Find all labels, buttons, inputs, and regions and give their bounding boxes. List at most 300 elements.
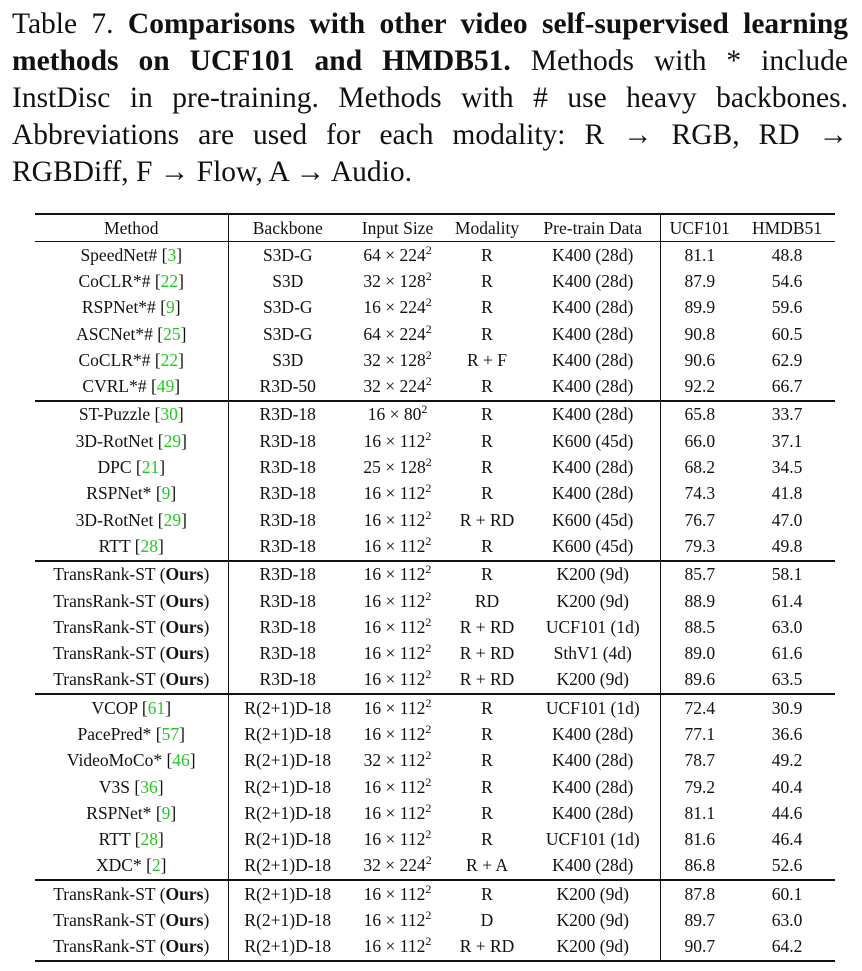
cell-backbone: S3D-G [262, 297, 313, 318]
cell-backbone: R3D-18 [259, 643, 316, 664]
cell-modality: R [481, 883, 493, 904]
table-row [35, 507, 835, 533]
cell-pretrain-data: UCF101 (1d) [526, 694, 660, 721]
cell-modality: R + RD [459, 669, 515, 690]
cell-modality: R [481, 776, 493, 797]
table-row [35, 401, 835, 428]
input-exponent: 2 [425, 533, 432, 548]
input-exponent: 2 [425, 853, 432, 868]
cell-modality: R [481, 564, 493, 585]
cell-modality: R + A [466, 855, 508, 876]
table-row [35, 667, 835, 694]
cell-pretrain-data: K200 (9d) [526, 907, 660, 933]
cell-pretrain-data: K400 (28d) [526, 748, 660, 774]
input-exponent: 2 [425, 428, 432, 443]
cell-pretrain-data: UCF101 (1d) [526, 827, 660, 853]
cell-input-size: $16 \times 112^2$ [363, 827, 432, 850]
input-exponent: 2 [425, 667, 432, 682]
cell-backbone: R3D-18 [259, 616, 316, 637]
table-row [35, 721, 835, 747]
cell-input-size: $16 \times 112^2$ [363, 614, 432, 637]
cell-ucf101: 87.9 [684, 270, 716, 291]
citation-link[interactable]: 21 [141, 457, 160, 478]
cell-hmdb51: 34.5 [771, 457, 803, 478]
method-name: RSPNet* [86, 802, 152, 823]
citation-link[interactable]: 22 [160, 270, 179, 291]
cell-modality: R [481, 457, 493, 478]
input-resolution: 224 [399, 376, 426, 397]
cell-ucf101: 78.7 [684, 750, 716, 771]
input-exponent: 2 [425, 934, 432, 949]
input-resolution: 112 [399, 590, 426, 611]
cell-input-size: $16 \times 112^2$ [363, 588, 432, 611]
header-method: Method [35, 214, 228, 242]
table-row [35, 295, 835, 321]
input-frames: 16 [363, 910, 382, 931]
cell-method: TransRank-ST (Ours) [35, 614, 228, 640]
cell-ucf101: 81.6 [684, 829, 716, 850]
citation-link[interactable]: 9 [161, 802, 171, 823]
cell-hmdb51: 52.6 [771, 855, 803, 876]
header-ucf101: UCF101 [669, 217, 730, 238]
method-name: V3S [98, 776, 131, 797]
cell-backbone: R3D-18 [259, 535, 316, 556]
cell-modality: R + RD [459, 936, 515, 957]
cell-hmdb51: 44.6 [771, 802, 803, 823]
table-row [35, 800, 835, 826]
input-resolution: 112 [399, 483, 426, 504]
cell-ucf101: 89.0 [684, 643, 716, 664]
cell-modality: R [481, 723, 493, 744]
cell-method: ASCNet*# [25] [35, 321, 228, 347]
cell-method: SpeedNet# [3] [35, 242, 228, 269]
cell-backbone: R(2+1)D-18 [244, 723, 332, 744]
cell-pretrain-data: K400 (28d) [526, 268, 660, 294]
input-resolution: 112 [399, 723, 426, 744]
method-name: 3D-RotNet [75, 430, 154, 451]
cell-modality: R [481, 404, 493, 425]
citation-link[interactable]: 25 [163, 323, 181, 344]
input-exponent: 2 [425, 321, 432, 336]
method-name: ASCNet*# [76, 323, 153, 344]
ours-label: Ours [165, 883, 204, 904]
citation-link[interactable]: 61 [147, 697, 166, 718]
cell-hmdb51: 40.4 [771, 776, 803, 797]
method-name: VideoMoCo* [66, 750, 163, 771]
method-name: RSPNet*# [81, 297, 156, 318]
cell-method: PacePred* [57] [35, 721, 228, 747]
method-name: XDC* [96, 855, 142, 876]
cell-backbone: R3D-18 [259, 404, 316, 425]
input-resolution: 128 [399, 349, 426, 370]
cell-backbone: R(2+1)D-18 [244, 883, 332, 904]
cell-hmdb51: 54.6 [771, 270, 803, 291]
cell-pretrain-data: K200 (9d) [526, 667, 660, 694]
input-frames: 32 [363, 750, 382, 771]
cell-input-size: $16 \times 112^2$ [363, 934, 432, 957]
cell-input-size: $16 \times 112^2$ [363, 721, 432, 744]
cell-modality: R + F [466, 349, 508, 370]
cell-method: V3S [36] [35, 774, 228, 800]
cell-hmdb51: 62.9 [771, 349, 803, 370]
input-frames: 16 [363, 829, 382, 850]
cell-hmdb51: 60.1 [771, 883, 803, 904]
input-frames: 32 [363, 376, 381, 397]
input-exponent: 2 [425, 721, 432, 736]
cell-ucf101: 66.0 [684, 430, 716, 451]
cell-hmdb51: 49.2 [771, 750, 803, 771]
table-header [35, 214, 835, 242]
cell-backbone: R(2+1)D-18 [244, 936, 332, 957]
cell-method: CVRL*# [49] [35, 373, 228, 400]
input-exponent: 2 [425, 455, 432, 470]
table-group [35, 561, 835, 694]
cell-input-size: $16 \times 112^2$ [363, 428, 432, 451]
input-resolution: 112 [399, 509, 426, 530]
cell-ucf101: 90.8 [684, 323, 716, 344]
cell-pretrain-data: SthV1 (4d) [526, 640, 660, 666]
cell-input-size: $16 \times 112^2$ [363, 800, 432, 823]
method-name: TransRank-ST [53, 910, 156, 931]
method-name: PacePred* [77, 723, 152, 744]
cell-input-size: $16 \times 224^2$ [363, 295, 432, 318]
input-resolution: 112 [399, 776, 426, 797]
cell-hmdb51: 36.6 [771, 723, 803, 744]
method-name: CVRL*# [82, 376, 147, 397]
cell-pretrain-data: K200 (9d) [526, 934, 660, 961]
cell-ucf101: 81.1 [684, 244, 716, 265]
input-resolution: 112 [399, 750, 426, 771]
cell-input-size: $64 \times 224^2$ [363, 242, 432, 265]
cell-hmdb51: 64.2 [771, 936, 803, 957]
cell-input-size: $16 \times 112^2$ [363, 695, 432, 718]
input-frames: 16 [363, 590, 382, 611]
citation-link[interactable]: 22 [160, 349, 179, 370]
input-frames: 16 [363, 802, 382, 823]
input-exponent: 2 [425, 374, 432, 389]
cell-pretrain-data: K400 (28d) [526, 800, 660, 826]
results-table [35, 213, 835, 962]
cell-backbone: R(2+1)D-18 [244, 802, 332, 823]
input-resolution: 224 [399, 244, 426, 265]
input-frames: 64 [363, 244, 381, 265]
table-row [35, 481, 835, 507]
cell-ucf101: 89.7 [684, 910, 716, 931]
cell-input-size: $32 \times 224^2$ [363, 853, 432, 876]
cell-method: 3D-RotNet [29] [35, 428, 228, 454]
cell-pretrain-data: K400 (28d) [526, 401, 660, 428]
header-row [35, 214, 835, 242]
cell-method: TransRank-ST (Ours) [35, 640, 228, 666]
table-group [35, 694, 835, 880]
table-row [35, 268, 835, 294]
cell-hmdb51: 63.0 [771, 910, 803, 931]
method-name: RTT [98, 535, 131, 556]
citation-link[interactable]: 49 [156, 376, 175, 397]
cell-modality: R [481, 697, 493, 718]
input-frames: 25 [363, 457, 381, 478]
cell-backbone: R3D-18 [259, 457, 316, 478]
table-group [35, 242, 835, 401]
input-exponent: 2 [425, 507, 432, 522]
input-resolution: 112 [399, 883, 426, 904]
input-frames: 32 [363, 855, 381, 876]
cell-hmdb51: 37.1 [771, 430, 803, 451]
cell-backbone: S3D [272, 270, 304, 291]
cell-pretrain-data: K400 (28d) [526, 454, 660, 480]
input-frames: 16 [363, 430, 382, 451]
cell-input-size: $32 \times 112^2$ [363, 748, 432, 771]
input-frames: 16 [363, 564, 382, 585]
cell-modality: R [481, 802, 493, 823]
cell-pretrain-data: K400 (28d) [526, 721, 660, 747]
input-resolution: 112 [399, 697, 426, 718]
cell-backbone: R(2+1)D-18 [244, 910, 332, 931]
cell-modality: R [481, 244, 493, 265]
cell-modality: R + RD [459, 509, 515, 530]
cell-input-size: $16 \times 112^2$ [363, 641, 432, 664]
input-exponent: 2 [425, 481, 432, 496]
cell-method: RSPNet* [9] [35, 800, 228, 826]
citation-link[interactable]: 3 [167, 244, 177, 265]
cell-hmdb51: 58.1 [771, 564, 803, 585]
method-name: CoCLR*# [78, 270, 151, 291]
citation-link[interactable]: 36 [140, 776, 158, 797]
table-row [35, 694, 835, 721]
cell-method: TransRank-ST (Ours) [35, 907, 228, 933]
cell-method: CoCLR*# [22] [35, 347, 228, 373]
cell-modality: R [481, 535, 493, 556]
input-frames: 32 [363, 270, 381, 291]
cell-method: RSPNet*# [9] [35, 295, 228, 321]
input-frames: 16 [363, 776, 382, 797]
citation-link[interactable]: 57 [161, 723, 180, 744]
cell-ucf101: 81.1 [684, 802, 716, 823]
cell-pretrain-data: K200 (9d) [526, 588, 660, 614]
table-row [35, 774, 835, 800]
method-name: TransRank-ST [53, 643, 156, 664]
cell-method: VCOP [61] [35, 694, 228, 721]
table-row [35, 640, 835, 666]
citation-link[interactable]: 46 [172, 750, 190, 771]
citation-link[interactable]: 29 [163, 430, 182, 451]
cell-backbone: S3D-G [262, 244, 313, 265]
input-resolution: 112 [399, 829, 426, 850]
input-exponent: 2 [425, 242, 432, 257]
table-row [35, 454, 835, 480]
cell-modality: R [481, 483, 493, 504]
input-exponent: 2 [425, 641, 432, 656]
input-frames: 16 [363, 483, 382, 504]
table-group [35, 880, 835, 961]
cell-pretrain-data: K400 (28d) [526, 242, 660, 269]
cell-hmdb51: 30.9 [771, 697, 803, 718]
cell-hmdb51: 61.6 [771, 643, 803, 664]
method-name: 3D-RotNet [75, 509, 154, 530]
input-resolution: 112 [399, 564, 426, 585]
cell-ucf101: 85.7 [684, 564, 716, 585]
cell-input-size: $64 \times 224^2$ [363, 321, 432, 344]
cell-hmdb51: 46.4 [771, 829, 803, 850]
cell-input-size: $16 \times 112^2$ [363, 562, 432, 585]
table-row [35, 588, 835, 614]
cell-hmdb51: 61.4 [771, 590, 803, 611]
table-row [35, 853, 835, 880]
caption-label: Table 7. [12, 8, 114, 40]
cell-modality: R + RD [459, 616, 515, 637]
cell-backbone: R(2+1)D-18 [244, 697, 332, 718]
input-exponent: 2 [425, 800, 432, 815]
input-frames: 16 [363, 297, 381, 318]
cell-backbone: R3D-18 [259, 430, 316, 451]
input-exponent: 2 [425, 908, 432, 923]
cell-ucf101: 65.8 [684, 404, 716, 425]
input-resolution: 112 [399, 910, 426, 931]
input-exponent: 2 [425, 268, 432, 283]
ours-label: Ours [165, 936, 204, 957]
cell-input-size: $16 \times 112^2$ [363, 533, 432, 556]
cell-method: TransRank-ST (Ours) [35, 880, 228, 907]
input-exponent: 2 [425, 588, 432, 603]
input-resolution: 128 [399, 457, 426, 478]
cell-pretrain-data: K400 (28d) [526, 481, 660, 507]
cell-backbone: R3D-18 [259, 590, 316, 611]
input-resolution: 112 [399, 616, 426, 637]
ours-label: Ours [165, 910, 204, 931]
input-frames: 16 [363, 509, 382, 530]
cell-ucf101: 68.2 [684, 457, 716, 478]
input-frames: 32 [363, 349, 381, 370]
input-resolution: 112 [399, 669, 426, 690]
input-exponent: 2 [425, 562, 432, 577]
cell-pretrain-data: UCF101 (1d) [526, 614, 660, 640]
cell-ucf101: 79.3 [684, 535, 716, 556]
input-exponent: 2 [425, 774, 432, 789]
citation-link[interactable]: 30 [160, 404, 178, 425]
cell-method: ST-Puzzle [30] [35, 401, 228, 428]
cell-backbone: S3D-G [262, 323, 313, 344]
cell-hmdb51: 60.5 [771, 323, 803, 344]
table-caption [12, 6, 848, 191]
cell-input-size: $16 \times 112^2$ [363, 667, 432, 690]
table-row [35, 561, 835, 588]
cell-ucf101: 89.9 [684, 297, 716, 318]
input-frames: 16 [363, 883, 382, 904]
cell-backbone: R3D-50 [259, 376, 316, 397]
cell-input-size: $16 \times 112^2$ [363, 774, 432, 797]
cell-input-size: $16 \times 112^2$ [363, 881, 432, 904]
caption-body: Methods with * include InstDisc in pre-training. Methods with # use heavy backbones. Abbreviations are used for each modality: R → RGB, RD → RGBDiff, F → Flow, A → Audio. [12, 45, 849, 188]
cell-pretrain-data: K600 (45d) [526, 428, 660, 454]
input-exponent: 2 [425, 614, 432, 629]
ours-label: Ours [165, 669, 204, 690]
cell-modality: R [481, 750, 493, 771]
cell-pretrain-data: K400 (28d) [526, 321, 660, 347]
cell-backbone: R(2+1)D-18 [244, 855, 332, 876]
table-row [35, 533, 835, 560]
method-name: SpeedNet# [80, 244, 158, 265]
cell-hmdb51: 41.8 [771, 483, 803, 504]
method-name: TransRank-ST [53, 669, 156, 690]
citation-link[interactable]: 2 [151, 855, 161, 876]
input-frames: 16 [363, 535, 382, 556]
cell-modality: R + RD [459, 643, 515, 664]
method-name: TransRank-ST [53, 564, 156, 585]
cell-backbone: R3D-18 [259, 509, 316, 530]
input-frames: 16 [363, 643, 382, 664]
citation-link[interactable]: 28 [140, 535, 159, 556]
table-row [35, 880, 835, 907]
cell-modality: R [481, 297, 493, 318]
citation-link[interactable]: 9 [161, 483, 171, 504]
cell-pretrain-data: K400 (28d) [526, 295, 660, 321]
cell-modality: R [481, 376, 493, 397]
cell-ucf101: 72.4 [684, 697, 716, 718]
citation-link[interactable]: 9 [166, 297, 175, 318]
input-frames: 16 [363, 616, 382, 637]
header-modality: Modality [454, 217, 520, 238]
cell-ucf101: 90.7 [684, 936, 716, 957]
cell-pretrain-data: K200 (9d) [526, 880, 660, 907]
method-name: CoCLR*# [78, 349, 151, 370]
cell-modality: D [480, 910, 494, 931]
cell-ucf101: 74.3 [684, 483, 716, 504]
input-resolution: 112 [399, 643, 426, 664]
cell-input-size: $32 \times 224^2$ [363, 374, 432, 397]
cell-ucf101: 79.2 [684, 776, 716, 797]
input-exponent: 2 [425, 695, 432, 710]
citation-link[interactable]: 29 [163, 509, 182, 530]
table-row [35, 347, 835, 373]
cell-method: RSPNet* [9] [35, 481, 228, 507]
cell-method: XDC* [2] [35, 853, 228, 880]
citation-link[interactable]: 28 [140, 829, 159, 850]
method-name: TransRank-ST [53, 590, 156, 611]
input-frames: 16 [363, 697, 382, 718]
table-group [35, 401, 835, 561]
cell-method: TransRank-ST (Ours) [35, 934, 228, 961]
cell-ucf101: 88.9 [684, 590, 716, 611]
header-input-size: Input Size [361, 217, 434, 238]
cell-pretrain-data: K600 (45d) [526, 507, 660, 533]
cell-modality: R [481, 323, 493, 344]
cell-ucf101: 92.2 [684, 376, 716, 397]
cell-pretrain-data: K400 (28d) [526, 373, 660, 400]
table-row [35, 748, 835, 774]
cell-method: RTT [28] [35, 827, 228, 853]
method-name: RTT [98, 829, 131, 850]
cell-backbone: R(2+1)D-18 [244, 776, 332, 797]
input-resolution: 224 [399, 855, 426, 876]
cell-pretrain-data: K600 (45d) [526, 533, 660, 560]
cell-hmdb51: 47.0 [771, 509, 803, 530]
cell-ucf101: 89.6 [684, 669, 716, 690]
cell-input-size: $16 \times 112^2$ [363, 481, 432, 504]
cell-pretrain-data: K400 (28d) [526, 347, 660, 373]
cell-hmdb51: 63.5 [771, 669, 803, 690]
input-exponent: 2 [425, 881, 432, 896]
cell-ucf101: 90.6 [684, 349, 716, 370]
table-row [35, 428, 835, 454]
ours-label: Ours [165, 643, 204, 664]
cell-backbone: R3D-18 [259, 564, 316, 585]
cell-modality: R [481, 270, 493, 291]
header-backbone: Backbone [252, 217, 323, 238]
input-resolution: 224 [399, 297, 426, 318]
method-name: TransRank-ST [53, 616, 156, 637]
input-exponent: 2 [425, 347, 432, 362]
method-name: RSPNet* [86, 483, 152, 504]
